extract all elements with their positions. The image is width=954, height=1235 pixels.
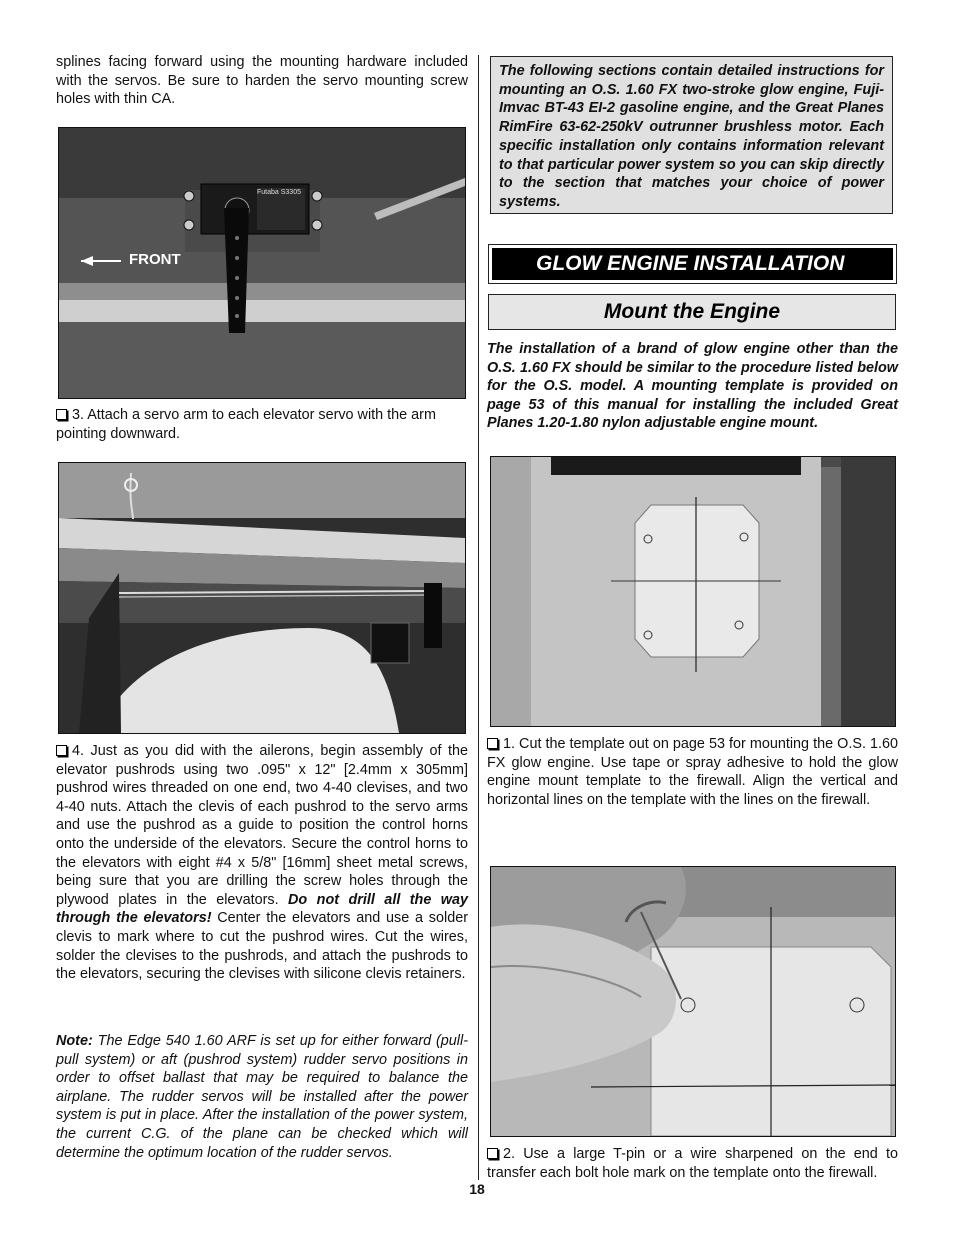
step-4-checkbox[interactable] bbox=[56, 745, 67, 756]
step-2-checkbox[interactable] bbox=[487, 1148, 498, 1159]
section-banner bbox=[488, 244, 897, 284]
section-banner-title: GLOW ENGINE INSTALLATION bbox=[492, 248, 893, 280]
note-label: Note: bbox=[56, 1033, 93, 1049]
front-label: FRONT bbox=[129, 251, 181, 268]
glow-intro-paragraph: The installation of a brand of glow engine other than the O.S. 1.60 FX should be similar to the procedure listed below for the O.S. model. A mounting template is provided on page 53 of this manual for installing the included Great Planes 1.20-1.80 nylon adjustable engine mount. bbox=[487, 341, 898, 432]
step-2-paragraph bbox=[487, 1145, 898, 1182]
step-2-text: 2. Use a large T-pin or a wire sharpened on the end to transfer each bolt hole mark on the template onto the firewall. bbox=[487, 1146, 898, 1181]
page-number: 18 bbox=[469, 1181, 485, 1197]
intro-paragraph: splines facing forward using the mounting hardware included with the servos. Be sure to harden the servo mounting screw holes with thin CA. bbox=[56, 54, 468, 108]
step-4-emphasis: Do not drill all the way through the elevators! bbox=[56, 891, 468, 927]
note-paragraph bbox=[56, 1032, 468, 1162]
servo-label: Futaba S3305 bbox=[257, 189, 301, 196]
step-4-text-1: 4. Just as you did with the ailerons, begin assembly of the elevator pushrods using two .095" x 12" [2.4mm x 305mm] pushrod wires threaded on one end, two 4-40 clevises, and two 4-40 nuts. Attach the clevis of each pushrod to the servo arms and use the pushrod as a guide to position the control horns onto the underside of the elevators. Secure the control horns to the elevators with eight #4 x 5/8" [16mm] sheet metal screws, being sure that you are drilling the screw holes through the plywood plates in the elevators. bbox=[56, 743, 468, 908]
step-4-paragraph bbox=[56, 742, 468, 984]
step-1-text: 1. Cut the template out on page 53 for mounting the O.S. 1.60 FX glow engine. Use tape or spray adhesive to hold the glow engine mount template to the firewall. Align the vertical and horizontal lines on the template with the lines on the firewall. bbox=[487, 736, 898, 808]
step-4-text-2: Center the elevators and use a solder clevis to mark where to cut the pushrod wires. Cut the wires, solder the clevises to the pushrods, and attach the pushrods to the elevators, securing the clevises with silicone clevis retainers. bbox=[56, 910, 468, 983]
step-1-paragraph bbox=[487, 735, 898, 809]
subsection-heading: Mount the Engine bbox=[488, 294, 896, 330]
power-system-notice bbox=[490, 56, 893, 214]
photo-firewall-template bbox=[490, 456, 896, 727]
step-1-checkbox[interactable] bbox=[487, 738, 498, 749]
photo-elevator-servo bbox=[58, 127, 466, 399]
step-3-paragraph bbox=[56, 406, 468, 443]
photo-tpin-marking bbox=[490, 866, 896, 1137]
note-text: The Edge 540 1.60 ARF is set up for either forward (pull-pull system) or aft (pushrod system) rudder servo positions in order to offset ballast that may be required to balance the airplane. The rudder servos will be installed after the power system is put in place. After the installation of the power system, the current C.G. of the plane can be checked which will determine the optimum location of the rudder servos. bbox=[56, 1033, 468, 1161]
notice-text: The following sections contain detailed instructions for mounting an O.S. 1.60 FX two-stroke glow engine, Fuji-Imvac BT-43 EI-2 gasoline engine, and the Great Planes RimFire 63-62-250kV outrunner brushless motor. Each specific installation only contains information relevant to that particular power system so you can skip directly to the section that matches your choice of power systems. bbox=[499, 63, 884, 210]
photo-elevator-pushrods bbox=[58, 462, 466, 734]
column-divider bbox=[478, 55, 479, 1180]
step-3-text: 3. Attach a servo arm to each elevator servo with the arm pointing downward. bbox=[56, 407, 436, 442]
step-3-checkbox[interactable] bbox=[56, 409, 67, 420]
